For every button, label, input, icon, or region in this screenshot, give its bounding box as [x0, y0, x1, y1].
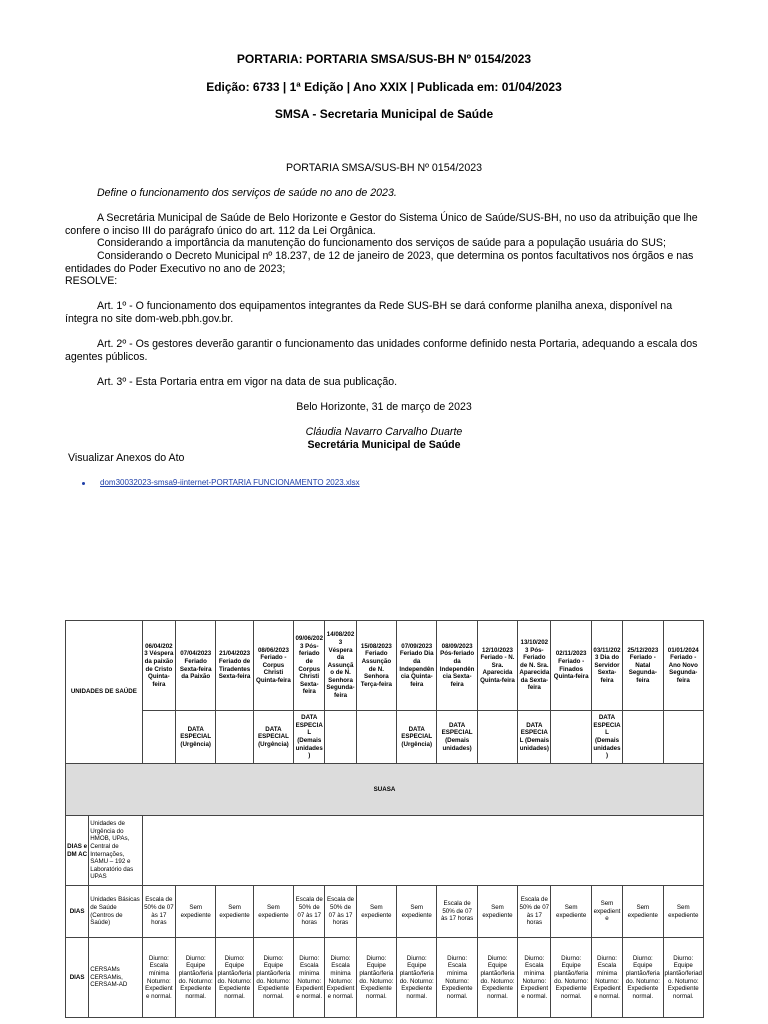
table-cell: Sem expediente — [176, 886, 216, 938]
table-cell: Diurno: Equipe plantão/feriado. Noturno: Expediente normal. — [176, 938, 216, 1018]
special-date-cell: DATA ESPECIAL (Demais unidades) — [294, 711, 325, 764]
article-3: Art. 3º - Esta Portaria entra em vigor na data de sua publicação. — [97, 376, 398, 388]
special-date-cell — [623, 711, 663, 764]
table-cell: Diurno: Equipe plantão/feriado. Noturno: Expediente normal. — [477, 938, 517, 1018]
units-header: UNIDADES DE SAÚDE — [66, 621, 143, 764]
date-header: 25/12/2023 Feriado - Natal Segunda-feira — [623, 621, 663, 711]
row-label: DIAS e DM AC — [66, 816, 89, 886]
section-row — [66, 764, 704, 816]
table-cell: Escala de 50% de 07 às 17 horas — [142, 886, 175, 938]
paragraph-intro: A Secretária Municipal de Saúde de Belo Horizonte e Gestor do Sistema Único de Saúde/SUS-BH, no uso da atribuição que lhe confere o inciso III do parágrafo único do art. 112 da Lei Orgânica. — [65, 212, 698, 237]
document-title: PORTARIA SMSA/SUS-BH Nº 0154/2023 — [285, 162, 482, 174]
table-cell: Diurno: Escala mínima Noturno: Expediente normal. — [518, 938, 551, 1018]
special-date-row — [66, 711, 704, 764]
article-1: Art. 1º - O funcionamento dos equipamentos integrantes da Rede SUS-BH se dará conforme planilha anexa, disponível na íntegra no site dom-web.pbh.gov.br. — [65, 300, 673, 325]
annex-link[interactable]: dom30032023-smsa9-iinternet-PORTARIA FUNCIONAMENTO 2023.xlsx — [100, 478, 360, 487]
row-label: DIAS — [66, 886, 89, 938]
table-cell: Diurno: Equipe plantão/feriado. Noturno: Expediente normal. — [356, 938, 396, 1018]
department-name: SMSA - Secretaria Municipal de Saúde — [274, 107, 494, 121]
annex-heading: Visualizar Anexos do Ato — [68, 452, 185, 464]
table-row — [66, 886, 704, 938]
special-date-cell: DATA ESPECIAL (Demais unidades) — [591, 711, 622, 764]
document-summary: Define o funcionamento dos serviços de saúde no ano de 2023. — [97, 187, 397, 199]
table-cell: Sem expediente — [356, 886, 396, 938]
date-header: 14/08/2023 Véspera da Assunção de N. Senhora Segunda-feira — [325, 621, 356, 711]
table-cell: Escala de 50% de 07 às 17 horas — [437, 886, 477, 938]
unit-name: Unidades Básicas de Saúde (Centros de Saúde) — [89, 886, 143, 938]
signer-role: Secretária Municipal de Saúde — [307, 439, 461, 451]
table-cell: Diurno: Escala mínima Noturno: Expediente normal. — [437, 938, 477, 1018]
special-date-cell — [325, 711, 356, 764]
date-header: 13/10/2023 Pós-Feriado de N. Sra. Aparecida da Sexta-feira — [518, 621, 551, 711]
special-date-cell: DATA ESPECIAL (Demais unidades) — [518, 711, 551, 764]
table-cell: Diurno: Escala mínima Noturno: Expediente normal. — [591, 938, 622, 1018]
date-header: 07/09/2023 Feriado Dia da Independência Quinta-feira — [397, 621, 437, 711]
date-header: 01/01/2024 Feriado - Ano Novo Segunda-feira — [663, 621, 704, 711]
bullet-icon — [82, 482, 85, 485]
special-date-cell — [216, 711, 253, 764]
row-label: DIAS — [66, 938, 89, 1018]
article-2: Art. 2º - Os gestores deverão garantir o funcionamento das unidades conforme definido nesta Portaria, adequando a escala dos agentes públicos. — [65, 338, 698, 363]
special-date-cell — [477, 711, 517, 764]
section-label: SUASA — [66, 764, 704, 816]
table-cell: Sem expediente — [623, 886, 663, 938]
date-header: 08/09/2023 Pós-feriado da Independência Sexta-feira — [437, 621, 477, 711]
edition-info: Edição: 6733 | 1ª Edição | Ano XXIX | Publicada em: 01/04/2023 — [206, 80, 562, 94]
table-row — [66, 938, 704, 1018]
table-cell: Diurno: Escala mínima Noturno: Expediente normal. — [294, 938, 325, 1018]
signer-name: Cláudia Navarro Carvalho Duarte — [305, 426, 463, 438]
table-cell: Sem expediente — [216, 886, 253, 938]
table-cell: Sem expediente — [253, 886, 293, 938]
special-date-cell: DATA ESPECIAL (Demais unidades) — [437, 711, 477, 764]
table-row — [66, 816, 704, 886]
table-cell: Escala de 50% de 07 às 17 horas — [294, 886, 325, 938]
table-cell: Diurno: Equipe plantão/feriado. Noturno: Expediente normal. — [663, 938, 704, 1018]
table-cell: Diurno: Equipe plantão/feriado. Noturno: Expediente normal. — [551, 938, 591, 1018]
unit-name: Unidades de Urgência do HMOB, UPAs, Central de Internações, SAMU – 192 e Laboratório das UPAS — [89, 816, 143, 886]
date-header: 09/06/2023 Pós-feriado de Corpus Christi Sexta-feira — [294, 621, 325, 711]
table-cell — [142, 816, 703, 886]
paragraph-considering-1: Considerando a importância da manutenção do funcionamento dos serviços de saúde para a população usuária do SUS; — [97, 237, 666, 249]
unit-name: CERSAMs CERSAMis, CERSAM-AD — [89, 938, 143, 1018]
special-date-cell: DATA ESPECIAL (Urgência) — [176, 711, 216, 764]
table-header-row — [66, 621, 704, 711]
table-cell: Sem expediente — [397, 886, 437, 938]
date-header: 08/06/2023 Feriado - Corpus Christi Quinta-feira — [253, 621, 293, 711]
table-cell: Escala de 50% de 07 às 17 horas — [518, 886, 551, 938]
date-header: 21/04/2023 Feriado de Tiradentes Sexta-feira — [216, 621, 253, 711]
table-cell: Diurno: Escala mínima Noturno: Expediente normal. — [142, 938, 175, 1018]
special-date-cell — [551, 711, 591, 764]
table-cell: Sem expediente — [551, 886, 591, 938]
table-cell: Sem expediente — [663, 886, 704, 938]
date-header: 06/04/2023 Véspera da paixão de Cristo Quinta-feira — [142, 621, 175, 711]
table-cell: Escala de 50% de 07 às 17 horas — [325, 886, 356, 938]
paragraph-considering-2: Considerando o Decreto Municipal nº 18.237, de 12 de janeiro de 2023, que determina os pontos facultativos nos órgãos e nas entidades do Poder Executivo no ano de 2023; — [65, 250, 694, 275]
place-date: Belo Horizonte, 31 de março de 2023 — [296, 401, 472, 413]
special-date-cell: DATA ESPECIAL (Urgência) — [397, 711, 437, 764]
special-date-cell: DATA ESPECIAL (Urgência) — [253, 711, 293, 764]
special-date-cell — [663, 711, 704, 764]
table-cell: Diurno: Escala mínima Noturno: Expediente normal. — [325, 938, 356, 1018]
date-header: 15/08/2023 Feriado Assunção de N. Senhora Terça-feira — [356, 621, 396, 711]
date-header: 12/10/2023 Feriado - N. Sra. Aparecida Quinta-feira — [477, 621, 517, 711]
special-date-cell — [142, 711, 175, 764]
date-header: 03/11/2023 Dia do Servidor Sexta-feira — [591, 621, 622, 711]
table-cell: Diurno: Equipe plantão/feriado. Noturno: Expediente normal. — [623, 938, 663, 1018]
table-cell: Diurno: Equipe plantão/feriado. Noturno: Expediente normal. — [253, 938, 293, 1018]
schedule-table — [65, 620, 704, 1018]
date-header: 02/11/2023 Feriado - Finados Quinta-feira — [551, 621, 591, 711]
resolve-label: RESOLVE: — [65, 275, 118, 287]
date-header: 07/04/2023 Feriado Sexta-feira da Paixão — [176, 621, 216, 711]
special-date-cell — [356, 711, 396, 764]
table-cell: Diurno: Equipe plantão/feriado. Noturno: Expediente normal. — [216, 938, 253, 1018]
table-cell: Sem expediente — [591, 886, 622, 938]
table-cell: Diurno: Equipe plantão/feriado. Noturno: Expediente normal. — [397, 938, 437, 1018]
table-cell: Sem expediente — [477, 886, 517, 938]
page-title: PORTARIA: PORTARIA SMSA/SUS-BH Nº 0154/2023 — [236, 52, 532, 66]
